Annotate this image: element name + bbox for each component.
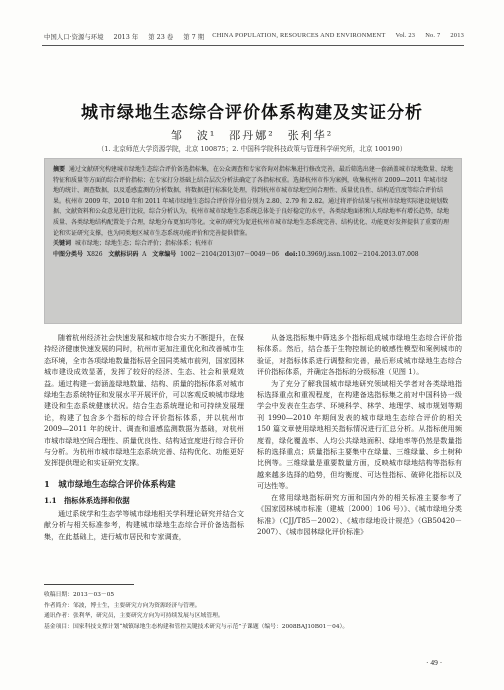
section-heading-1: 1 城市绿地生态综合评价体系构建 bbox=[44, 478, 176, 489]
footnote-received: 收稿日期：2013－03－05 bbox=[44, 592, 115, 598]
left-column bbox=[44, 332, 244, 542]
doi-label: doi: bbox=[284, 250, 298, 258]
footnote-rule bbox=[44, 584, 134, 585]
affiliation: （1. 北京师范大学资源学院，北京 100875；2. 中国科学院科技政策与管理科学研究所，北京 100190） bbox=[97, 145, 407, 153]
classification-row bbox=[53, 250, 453, 261]
issue-cn: 第 7 期 bbox=[183, 33, 205, 41]
year-cn: 2013 年 bbox=[113, 33, 139, 41]
keywords-row bbox=[53, 239, 453, 250]
right-paragraph-c: 在常用绿地指标研究方面和国内外的相关标准主要参考了《国家园林城市标准（建城〔2000〕106 号）》、《城市绿地分类标准》（CJJ/T85－2002）、《城市绿地设计规范》（GB50420－2007）、《城市园林绿化评价标准》 bbox=[257, 492, 462, 536]
abstract-paragraph bbox=[53, 165, 453, 239]
keywords-label: 关键词 bbox=[53, 240, 72, 248]
article-title: 城市绿地生态综合评价体系构建及实证分析 bbox=[81, 103, 423, 123]
running-header bbox=[44, 32, 464, 44]
footnote-author: 作者简介：邹波，博士生，主要研究方向为资源经济与管理。 bbox=[44, 602, 201, 609]
right-paragraph-b: 为了充分了解我国城市绿地研究领域相关学者对各类绿地指标选择重点和重视程度，在构建备选指标集之前对中国科协一级学会中发表在生态学、环境科学、林学、地理学、城市规划等期刊 1990—2010 年期间发表的城市绿地生态综合评价的相关 150 篇文章使用绿地相关指标情况进行汇总分析。从指标使用频度看，绿化覆盖率、人均公共绿地面积、绿地率等仍然是数量指标的选择重点；质量指标主要集中在绿量、三维绿量、乡土树种比例等。三维绿量是重要数量方面，反映城市绿地结构等指标有越来越多选择的趋势，但均衡度、可达性指标、破碎化指标以及可达性等。 bbox=[257, 378, 462, 491]
paragraph-1-1: 通过系统学和生态学等城市绿地相关学科理论研究并结合文献分析与相关标准参考，构建城市绿地生态综合评价备选指标集，在此基础上，进行城市居民和专家调查， bbox=[44, 508, 244, 541]
header-rule bbox=[42, 45, 464, 46]
clc-label: 中图分类号 bbox=[53, 250, 84, 258]
clc-value: X826 bbox=[86, 250, 103, 258]
intro-paragraph: 随着杭州经济社会快速发展和城市综合实力不断提升，在保持经济健康快速发展的同时，杭州市更加注重优化和改善城市生态环境，全市各项绿地数量指标居全国同类城市前列，国家园林城市建设成效显著，发挥了较好的经济、生态、社会和景观效益。通过构建一套涵盖绿地数量、结构、质量的指标体系对城市绿地生态系统特征和发展水平开展评价，可以客观反映城市绿地建设和生态系统健康状况。结合生态系统理论和可持续发展理论，构建了包含多个指标的综合评价指标体系，并以杭州市 2009—2011 年的统计、调查和遥感监测数据为基础，对杭州市城市绿地空间合理性、质量优良性、结构适宜度进行综合评价与分析。为杭州市城市绿地生态系统完善、结构优化、功能更好发挥提供理论和实证研究支撑。 bbox=[44, 333, 244, 468]
right-column bbox=[257, 332, 462, 537]
keywords-text: 城市绿地；绿地生态；综合评价；指标体系；杭州市 bbox=[74, 240, 213, 248]
journal-name-cn: 中国人口·资源与环境 bbox=[44, 33, 104, 41]
header-right bbox=[212, 32, 464, 44]
volume-cn: 第 23 卷 bbox=[148, 33, 174, 41]
header-left bbox=[44, 32, 204, 44]
abstract-box bbox=[44, 158, 462, 324]
footnotes bbox=[44, 590, 464, 632]
journal-name-en: CHINA POPULATION, RESOURCES AND ENVIRONMENT bbox=[212, 32, 386, 39]
doi-value: 10.3969/j.issn.1002－2104.2013.07.008 bbox=[297, 250, 419, 258]
doc-code-label: 文献标识码 bbox=[108, 250, 139, 258]
issue-en: No. 7 bbox=[425, 32, 441, 39]
article-no-label: 文章编号 bbox=[152, 250, 177, 258]
article-no-value: 1002－2104(2013)07－0049－06 bbox=[180, 250, 280, 258]
subsection-heading-1-1: 1.1 指标体系选择和依据 bbox=[44, 495, 130, 505]
doc-code-value: A bbox=[142, 250, 147, 258]
abstract-text: 通过文献研究构建城市绿地生态综合评价备选指标集，在公众调查和专家咨询对指标集进行修改完善，最后筛选出建一套涵盖城市绿地数量、绿地特征和质量等方面的综合评价指标；在专家打分基础上结合层次分析法确定了各指标权重。选择杭州市作为案例，收集杭州市 2009—2011 年城市绿地的统计、调查数据，以及遥感监测的分析数据，将数据进行标准化处理，得到杭州市城市绿地空间合理性、质量优良性、结构适宜度等综合评价结果。杭州市 2009 年、2010 年和 2011 年城市绿地生态综合评价得分值分别为 2.80、2.79 和 2.82。通过将评价结果与杭州市绿地实际建设规划数据、文献资料和公众意见进行比较，综合分析认为，杭州市城市绿地生态系统总体处于良好稳定的水平，各类绿地面积和人均绿地率有增长趋势，绿地质量、各类绿地结构配置处于合理，绿地分布更加均等化。文章的研究为促进杭州市城市绿地生态系统完善、结构优化、功能更好发挥提供了重要的理论和实证研究支撑，也为同类地区城市生态系统功能评价和完善提供借鉴。 bbox=[53, 166, 453, 237]
footnote-fund: 基金项目：国家科技支撑计划“城镇绿地生态构建和管控关键技术研究与示范”子课题（编号：2008BAJ10B01－04）。 bbox=[44, 623, 349, 630]
author-list: 邹 波¹ 邵丹娜² 张利华² bbox=[170, 129, 334, 142]
abstract-label: 摘要 bbox=[53, 166, 66, 173]
page-number: · 49 · bbox=[426, 658, 443, 667]
year-en: 2013 bbox=[450, 32, 464, 39]
volume-en: Vol. 23 bbox=[395, 32, 416, 39]
right-paragraph-a: 从备选指标集中筛选多个指标组成城市绿地生态综合评价指标体系。然后，结合基于生物控制论的敏感性模型和案例城市的验证，对指标体系进行调整和完善，最后形成城市绿地生态综合评价指标体系，并确定各指标的分级标准（见图 1）。 bbox=[257, 333, 462, 377]
footnote-corresponding: 通讯作者：张利华，研究员，主要研究方向为可持续发展与区域管理。 bbox=[44, 613, 224, 619]
